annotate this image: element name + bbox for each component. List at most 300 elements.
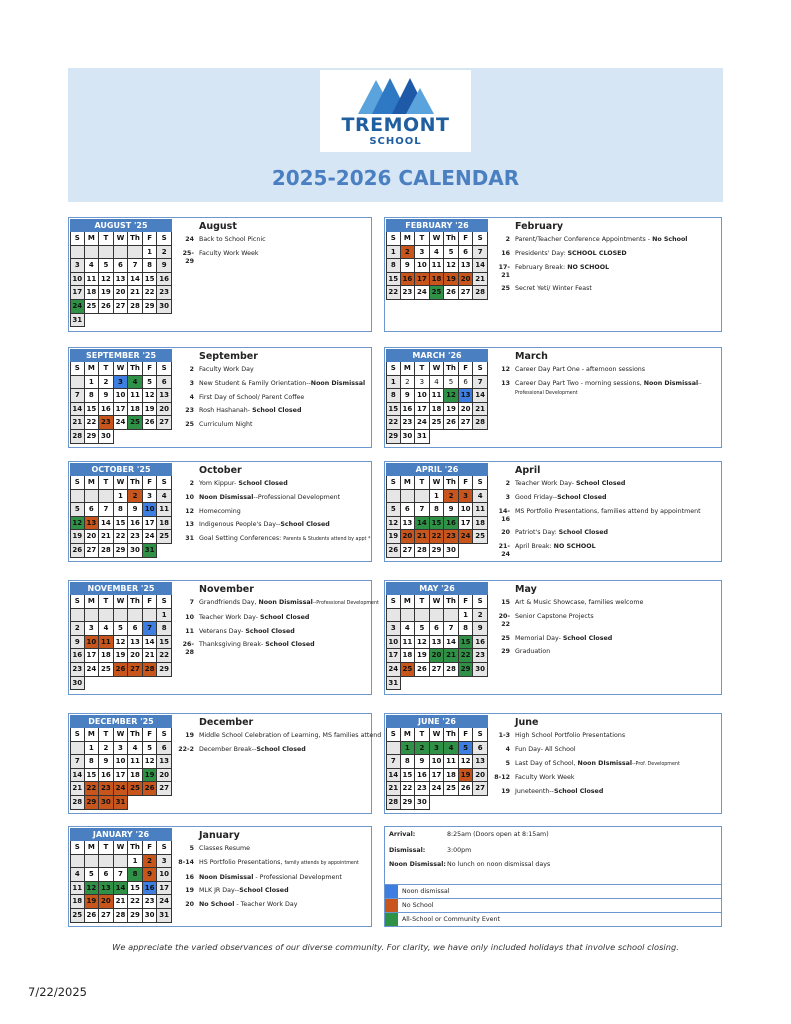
day-cell: 28: [114, 909, 129, 923]
weekday-header: M: [85, 728, 100, 742]
day-cell: 3: [157, 855, 172, 869]
event-item: [177, 250, 369, 266]
event-date: 2: [189, 366, 194, 373]
event-date: 2: [505, 480, 510, 487]
day-cell: 17: [85, 649, 100, 663]
day-cell: 27: [401, 544, 416, 558]
event-text: [199, 394, 369, 402]
event-item: [493, 480, 719, 488]
day-cell: 24: [70, 300, 85, 314]
event-date: 20: [185, 901, 194, 909]
empty-day-cell: [386, 609, 401, 623]
event-note: --Prof. Development: [632, 761, 680, 767]
day-cell: 28: [99, 544, 114, 558]
empty-day-cell: [444, 609, 459, 623]
day-cell: 19: [386, 530, 401, 544]
weekday-header: T: [99, 728, 114, 742]
event-desc: Middle School Celebration of Learning, MS families attend: [199, 732, 382, 739]
day-cell: 10: [70, 273, 85, 287]
event-item: [493, 508, 719, 524]
event-date: 4: [505, 745, 510, 753]
day-cell: 1: [386, 376, 401, 390]
weekday-header: F: [143, 595, 158, 609]
event-note: family attends by appointment: [284, 860, 359, 866]
event-list: [177, 583, 379, 663]
day-cell: 17: [70, 286, 85, 300]
weekday-header: Th: [128, 476, 143, 490]
day-cell: 30: [70, 677, 85, 691]
day-cell: 21: [473, 403, 488, 417]
weekday-header: S: [70, 728, 85, 742]
day-cell: 2: [99, 376, 114, 390]
day-cell: 27: [157, 416, 172, 430]
day-cell: 20: [430, 649, 445, 663]
mini-calendar: [386, 463, 488, 558]
day-cell: 23: [70, 663, 85, 677]
noon-value: No lunch on noon dismissal days: [447, 861, 551, 868]
event-text: [199, 480, 369, 488]
day-cell: 24: [114, 416, 129, 430]
day-cell: 28: [386, 796, 401, 810]
month-name: March: [515, 351, 548, 362]
day-cell: 18: [157, 517, 172, 531]
day-cell: 2: [401, 376, 416, 390]
empty-day-cell: [85, 855, 100, 869]
empty-day-cell: [415, 490, 430, 504]
event-after: - Professional Development: [253, 873, 342, 881]
event-date: 29: [501, 648, 510, 656]
event-date: 25: [185, 421, 194, 429]
day-cell: 12: [114, 636, 129, 650]
day-cell: 6: [473, 742, 488, 756]
event-item: [493, 760, 719, 769]
day-cell: 1: [459, 609, 474, 623]
day-cell: 29: [114, 544, 129, 558]
event-text: [199, 407, 369, 415]
day-cell: 31: [70, 314, 85, 328]
day-cell: 4: [99, 622, 114, 636]
day-cell: 22: [459, 649, 474, 663]
event-desc: Presidents' Day:: [515, 249, 568, 257]
day-cell: 23: [401, 416, 416, 430]
day-cell: 13: [157, 755, 172, 769]
event-list: [493, 716, 719, 802]
day-cell: 7: [70, 755, 85, 769]
day-cell: 20: [459, 273, 474, 287]
day-cell: 9: [401, 259, 416, 273]
event-desc: HS Portfolio Presentations,: [199, 858, 285, 866]
weekday-header: T: [415, 595, 430, 609]
event-date: 16: [185, 873, 194, 881]
event-date: 21-24: [498, 543, 510, 559]
event-desc: Teacher Work Day-: [515, 480, 576, 487]
event-text: [199, 732, 381, 740]
day-cell: 6: [99, 868, 114, 882]
weekday-header: M: [85, 476, 100, 490]
day-cell: 14: [143, 636, 158, 650]
day-cell: 27: [430, 663, 445, 677]
day-cell: 11: [401, 636, 416, 650]
event-text: [199, 535, 370, 544]
day-cell: 24: [143, 530, 158, 544]
weekday-header: S: [157, 362, 172, 376]
event-desc: April Break:: [515, 543, 554, 551]
event-emphasis: School Closed: [557, 493, 607, 501]
day-cell: 17: [143, 517, 158, 531]
event-desc: Goal Setting Conferences:: [199, 535, 284, 543]
day-cell: 21: [114, 895, 129, 909]
day-cell: 27: [459, 416, 474, 430]
day-cell: 16: [157, 273, 172, 287]
day-cell: 17: [157, 882, 172, 896]
empty-day-cell: [99, 855, 114, 869]
month-panel-apr: [384, 461, 722, 562]
weekday-header: M: [85, 841, 100, 855]
event-desc: New Student & Family Orientation--: [199, 379, 311, 387]
day-cell: 15: [85, 403, 100, 417]
event-desc: Classes Resume: [199, 845, 250, 852]
event-desc: Art & Music Showcase, families welcome: [515, 599, 644, 606]
day-cell: 10: [157, 868, 172, 882]
month-name: January: [199, 830, 240, 841]
weekday-header: F: [143, 232, 158, 246]
day-cell: 14: [473, 259, 488, 273]
event-desc: Faculty Work Week: [515, 774, 575, 782]
event-note: --Professional Development: [312, 601, 379, 606]
weekday-header: S: [386, 595, 401, 609]
day-cell: 19: [415, 649, 430, 663]
day-cell: 19: [114, 649, 129, 663]
event-emphasis: School Closed: [265, 641, 315, 649]
footnote: We appreciate the varied observances of our diverse community. For clarity, we have only included holidays that involve school closing.: [112, 942, 679, 952]
day-cell: 8: [459, 622, 474, 636]
day-cell: 6: [85, 503, 100, 517]
logo-name: TREMONT: [341, 114, 450, 136]
day-cell: 24: [430, 782, 445, 796]
event-date: 7: [189, 599, 194, 606]
weekday-header: S: [386, 362, 401, 376]
day-cell: 7: [444, 622, 459, 636]
day-cell: 10: [114, 755, 129, 769]
event-text: [515, 380, 719, 398]
day-cell: 6: [401, 503, 416, 517]
event-list: [493, 350, 719, 404]
day-cell: 12: [415, 636, 430, 650]
mini-calendar-header: MAY '26: [386, 582, 488, 595]
event-desc: Parent/Teacher Conference Appointments -: [515, 236, 653, 243]
weekday-header: S: [70, 595, 85, 609]
day-cell: 13: [459, 259, 474, 273]
day-cell: 16: [401, 273, 416, 287]
day-cell: 25: [430, 286, 445, 300]
event-item: [177, 380, 369, 388]
event-date: 8-14: [178, 858, 194, 866]
weekday-header: S: [70, 362, 85, 376]
event-date: 15: [501, 599, 510, 606]
event-text: [199, 874, 369, 882]
day-cell: 14: [415, 517, 430, 531]
day-cell: 16: [143, 882, 158, 896]
day-cell: 26: [415, 663, 430, 677]
event-item: [177, 874, 369, 882]
month-panel-sep: [68, 347, 372, 448]
weekday-header: W: [430, 232, 445, 246]
weekday-header: Th: [128, 841, 143, 855]
day-cell: 15: [459, 636, 474, 650]
day-cell: 20: [401, 530, 416, 544]
event-text: [199, 599, 379, 608]
day-cell: 8: [143, 259, 158, 273]
event-text: [199, 845, 369, 853]
event-item: [493, 236, 719, 244]
day-cell: 22: [430, 530, 445, 544]
event-desc: Yom Kippur-: [199, 480, 239, 487]
event-date: 26-28: [182, 641, 194, 657]
event-item: [177, 366, 369, 374]
event-desc: Career Day Part Two - morning sessions,: [515, 379, 644, 387]
day-cell: 7: [415, 503, 430, 517]
event-text: [515, 285, 719, 293]
day-cell: 30: [473, 663, 488, 677]
month-name: November: [199, 584, 254, 595]
day-cell: 23: [473, 649, 488, 663]
arrival-label: Arrival:: [389, 831, 416, 838]
event-date: 20: [501, 529, 510, 537]
day-cell: 10: [386, 636, 401, 650]
day-cell: 16: [128, 517, 143, 531]
day-cell: 10: [415, 389, 430, 403]
event-emphasis: No School: [652, 236, 688, 243]
empty-day-cell: [85, 609, 100, 623]
day-cell: 3: [114, 376, 129, 390]
legend-noon: [385, 884, 722, 898]
month-panel-aug: [68, 217, 372, 332]
day-cell: 26: [99, 300, 114, 314]
day-cell: 8: [128, 868, 143, 882]
empty-day-cell: [143, 609, 158, 623]
day-cell: 2: [99, 742, 114, 756]
day-cell: 13: [114, 273, 129, 287]
day-cell: 2: [143, 855, 158, 869]
weekday-header: W: [430, 595, 445, 609]
event-emphasis: School Closed: [256, 745, 306, 753]
weekday-header: W: [114, 841, 129, 855]
day-cell: 15: [430, 517, 445, 531]
day-cell: 11: [70, 882, 85, 896]
event-item: [177, 508, 369, 516]
event-date: 19: [185, 732, 194, 739]
event-list: [177, 829, 369, 915]
mini-calendar-header: JANUARY '26: [70, 828, 172, 841]
day-cell: 9: [143, 868, 158, 882]
day-cell: 19: [143, 769, 158, 783]
event-text: [515, 236, 719, 244]
day-cell: 22: [386, 416, 401, 430]
event-desc: Back to School Picnic: [199, 236, 266, 243]
event-text: [199, 421, 369, 429]
day-cell: 20: [85, 530, 100, 544]
month-panel-nov: [68, 580, 379, 695]
day-cell: 8: [401, 755, 416, 769]
event-emphasis: NO SCHOOL: [553, 543, 596, 551]
weekday-header: S: [473, 728, 488, 742]
day-cell: 11: [128, 389, 143, 403]
event-desc: Faculty Work Day: [199, 366, 254, 373]
day-cell: 7: [473, 376, 488, 390]
empty-day-cell: [114, 609, 129, 623]
weekday-header: W: [430, 476, 445, 490]
legend-text: Noon dismissal: [402, 888, 450, 895]
day-cell: 1: [128, 855, 143, 869]
day-cell: 6: [459, 246, 474, 260]
day-cell: 20: [473, 769, 488, 783]
day-cell: 21: [473, 273, 488, 287]
day-cell: 4: [128, 376, 143, 390]
event-emphasis: School Closed: [558, 529, 609, 537]
event-item: [493, 599, 719, 607]
day-cell: 21: [415, 530, 430, 544]
event-date: 2: [505, 236, 510, 243]
day-cell: 11: [128, 755, 143, 769]
event-item: [177, 901, 369, 909]
day-cell: 27: [459, 286, 474, 300]
event-desc: Patriot's Day:: [515, 529, 559, 537]
weekday-header: Th: [128, 362, 143, 376]
day-cell: 15: [157, 636, 172, 650]
day-cell: 21: [70, 782, 85, 796]
empty-day-cell: [70, 246, 85, 260]
event-item: [493, 732, 719, 740]
event-text: [199, 380, 369, 388]
day-cell: 10: [143, 503, 158, 517]
weekday-header: T: [99, 476, 114, 490]
month-name: May: [515, 584, 537, 595]
event-text: [199, 614, 369, 622]
day-cell: 9: [415, 755, 430, 769]
event-item: [177, 887, 369, 895]
day-cell: 31: [114, 796, 129, 810]
day-cell: 11: [444, 755, 459, 769]
weekday-header: M: [401, 232, 416, 246]
day-cell: 21: [143, 649, 158, 663]
day-cell: 14: [444, 636, 459, 650]
day-cell: 22: [128, 895, 143, 909]
day-cell: 29: [143, 300, 158, 314]
event-emphasis: School Closed: [575, 480, 626, 487]
weekday-header: T: [415, 476, 430, 490]
event-emphasis: School Closed: [562, 634, 613, 642]
event-item: [177, 628, 369, 636]
event-text: [199, 641, 369, 657]
day-cell: 20: [99, 895, 114, 909]
day-cell: 9: [128, 503, 143, 517]
weekday-header: W: [114, 232, 129, 246]
event-desc: MLK JR Day--: [199, 887, 240, 895]
month-panel-oct: [68, 461, 372, 562]
day-cell: 17: [459, 517, 474, 531]
event-item: [177, 236, 369, 244]
dismissal-value: 3:00pm: [447, 847, 472, 854]
weekday-header: S: [386, 232, 401, 246]
event-date: 19: [185, 887, 194, 895]
day-cell: 4: [70, 868, 85, 882]
day-cell: 29: [128, 909, 143, 923]
day-cell: 10: [459, 503, 474, 517]
day-cell: 20: [157, 403, 172, 417]
day-cell: 23: [401, 286, 416, 300]
event-emphasis: Noon DIsmissal: [577, 759, 633, 767]
day-cell: 17: [415, 403, 430, 417]
day-cell: 31: [143, 544, 158, 558]
weekday-header: F: [459, 362, 474, 376]
event-text: [199, 887, 369, 895]
day-cell: 31: [386, 677, 401, 691]
day-cell: 1: [114, 490, 129, 504]
empty-day-cell: [128, 246, 143, 260]
day-cell: 3: [85, 622, 100, 636]
day-cell: 16: [415, 769, 430, 783]
event-item: [493, 543, 719, 559]
event-date: 3: [189, 379, 194, 387]
weekday-header: W: [114, 362, 129, 376]
event-note: Parents & Students attend by appt *: [283, 537, 371, 543]
day-cell: 17: [430, 769, 445, 783]
weekday-header: F: [459, 595, 474, 609]
day-cell: 3: [386, 622, 401, 636]
day-cell: 7: [386, 755, 401, 769]
event-item: [493, 648, 719, 656]
day-cell: 28: [143, 663, 158, 677]
day-cell: 18: [430, 273, 445, 287]
event-item: [177, 480, 369, 488]
day-cell: 26: [70, 544, 85, 558]
arrival-value: 8:25am (Doors open at 8:15am): [447, 831, 549, 838]
weekday-header: F: [143, 476, 158, 490]
day-cell: 6: [430, 622, 445, 636]
event-note: --Professional Development: [515, 381, 702, 396]
day-cell: 2: [401, 246, 416, 260]
day-cell: 23: [128, 530, 143, 544]
day-cell: 24: [415, 416, 430, 430]
day-cell: 14: [473, 389, 488, 403]
day-cell: 15: [386, 403, 401, 417]
event-emphasis: School Closed: [252, 407, 302, 415]
event-item: [177, 421, 369, 429]
day-cell: 30: [128, 544, 143, 558]
event-desc: Indigenous People's Day--: [199, 521, 281, 529]
event-date: 13: [501, 379, 510, 387]
day-cell: 3: [459, 490, 474, 504]
event-date: 11: [185, 627, 194, 635]
event-item: [493, 529, 719, 537]
event-item: [493, 613, 719, 629]
day-cell: 15: [143, 273, 158, 287]
empty-day-cell: [401, 490, 416, 504]
empty-day-cell: [70, 855, 85, 869]
day-cell: 17: [386, 649, 401, 663]
mini-calendar-header: FEBRUARY '26: [386, 219, 488, 232]
event-date: 1-3: [498, 732, 510, 739]
weekday-header: Th: [128, 595, 143, 609]
day-cell: 25: [128, 416, 143, 430]
day-cell: 20: [114, 286, 129, 300]
event-text: [199, 508, 369, 516]
event-desc: Good Friday--: [515, 493, 558, 501]
event-item: [177, 494, 369, 502]
mini-calendar: [70, 219, 172, 327]
day-cell: 21: [444, 649, 459, 663]
day-cell: 1: [386, 246, 401, 260]
